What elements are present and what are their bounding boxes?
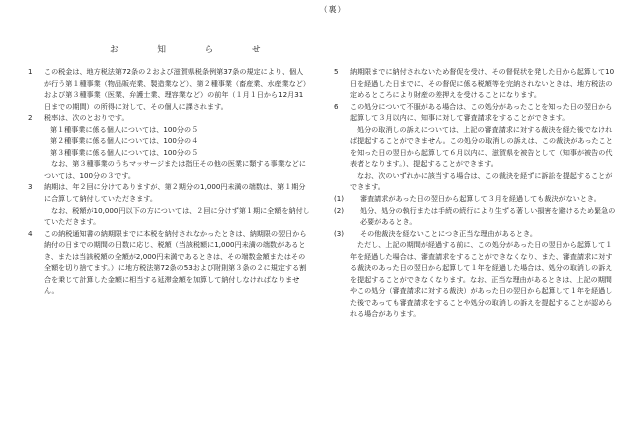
exception-text: なお、次のいずれかに該当する場合は、この裁決を経ずに訴訟を提起することができます。 bbox=[350, 170, 613, 192]
sub-text: 審査請求があった日の翌日から起算して３月を経過しても裁決がないとき。 bbox=[360, 194, 601, 204]
payment-note-text: なお、税額が10,000円以下の方については、２回に分けず第１期に全額を納付していただきます。 bbox=[44, 205, 310, 227]
item-text: この処分について不服がある場合は、この処分があったことを知った日の翌日から起算して３月以内に、知事に対して審査請求をすることができます。 bbox=[350, 101, 613, 123]
item-text: 納期限までに納付されないため督促を受け、その督促状を発した日から起算して10日を経過した日までに、その督促に係る税額等を完納されないときは、地方税法の定めるところにより財産の差押えを受けることになります。 bbox=[350, 67, 615, 100]
lawsuit-text: 処分の取消しの訴えについては、上記の審査請求に対する裁決を経た後でなければ提起することができません。この処分の取消しの訴えは、この裁決があったことを知った日の翌日から起算して６月以内に、滋賀県を被告として（知事が被告の代表者となります。）、提起することができます。 bbox=[350, 124, 613, 169]
left-column bbox=[28, 66, 310, 297]
page-title: お 知 ら せ bbox=[110, 45, 279, 55]
rate-line-3: 第３種事業に係る個人については、100分の５ bbox=[50, 147, 199, 157]
rate-note bbox=[28, 158, 310, 181]
rate-note-text: なお、第３種事業のうちマッサージまたは指圧その他の医業に類する事業などについては、100分の３です。 bbox=[44, 159, 306, 180]
notice-item-5 bbox=[334, 66, 616, 101]
sub-number: (3) bbox=[334, 228, 345, 238]
exception-item-2 bbox=[334, 205, 616, 228]
proviso-text: ただし、上記の期間が経過する前に、この処分があった日の翌日から起算して１年を経過した場合は、審査請求をすることができなくなり、また、審査請求に対する裁決のあった日の翌日から起算して１年を経過した場合は、処分の取消しの訴えを提起することができなくなります。なお、正当な理由があるときは、上記の期間やこの処分（審査請求に対する裁決）があった日の翌日から起算して１年を経過した後であっても審査請求をすることや処分の取消しの訴えを提起することが認められる場合があります。 bbox=[350, 240, 613, 319]
lawsuit-paragraph bbox=[334, 124, 616, 170]
payment-note bbox=[28, 205, 310, 228]
item-number: 1 bbox=[28, 67, 33, 76]
item-number: 5 bbox=[334, 67, 339, 76]
exception-paragraph bbox=[334, 170, 616, 193]
notice-item-1 bbox=[28, 66, 310, 112]
sub-text: 処分、処分の執行または手続の続行により生ずる著しい損害を避けるため緊急の必要があるとき。 bbox=[360, 205, 616, 227]
item-number: 6 bbox=[334, 101, 339, 111]
page-side-label: （裏） bbox=[319, 5, 347, 14]
item-number: 2 bbox=[28, 113, 33, 123]
item-text: 税率は、次のとおりです。 bbox=[44, 113, 129, 123]
sub-number: (2) bbox=[334, 205, 345, 215]
notice-item-3 bbox=[28, 181, 310, 204]
right-column bbox=[334, 66, 616, 320]
item-text: この納税通知書の納期限までに本税を納付されなかったときは、納期限の翌日から納付の日までの期間の日数に応じ、税額（当該税額に1,000円未満の端数があるとき、または当該税額の全額が2,000円未満であるときは、その端数金額またはその全額を切り捨てます。）に地方税法第72条の53および附則第３条の２に規定する割合を乗じて計算した金額に相当する延滞金額を加算して納付しなければなりません。 bbox=[44, 228, 307, 296]
sub-text: その他裁決を経ないことにつき正当な理由があるとき。 bbox=[360, 228, 537, 238]
item-number: 3 bbox=[28, 182, 33, 192]
notice-item-2 bbox=[28, 112, 310, 124]
exception-item-3 bbox=[334, 228, 616, 240]
item-text: 納期は、年２回に分けてありますが、第２期分の1,000円未満の端数は、第１期分に合算して納付していただきます。 bbox=[44, 182, 306, 204]
proviso-paragraph bbox=[334, 239, 616, 320]
sub-number: (1) bbox=[334, 194, 345, 204]
item-number: 4 bbox=[28, 228, 33, 238]
rate-line-1: 第１種事業に係る個人については、100分の５ bbox=[50, 124, 199, 134]
notice-item-4 bbox=[28, 228, 310, 297]
exception-item-1 bbox=[334, 193, 616, 205]
rate-line-2: 第２種事業に係る個人については、100分の４ bbox=[50, 136, 199, 146]
notice-item-6 bbox=[334, 101, 616, 124]
item-text: この税金は、地方税法第72条の２および滋賀県税条例第37条の規定により、個人が行う第１種事業（物品販売業、製造業など）、第２種事業（畜産業、水産業など）および第３種事業（医業、弁護士業、理容業など）の前年（１月１日から12月31日までの期間）の所得に対して、その個人に課されます。 bbox=[44, 67, 311, 111]
